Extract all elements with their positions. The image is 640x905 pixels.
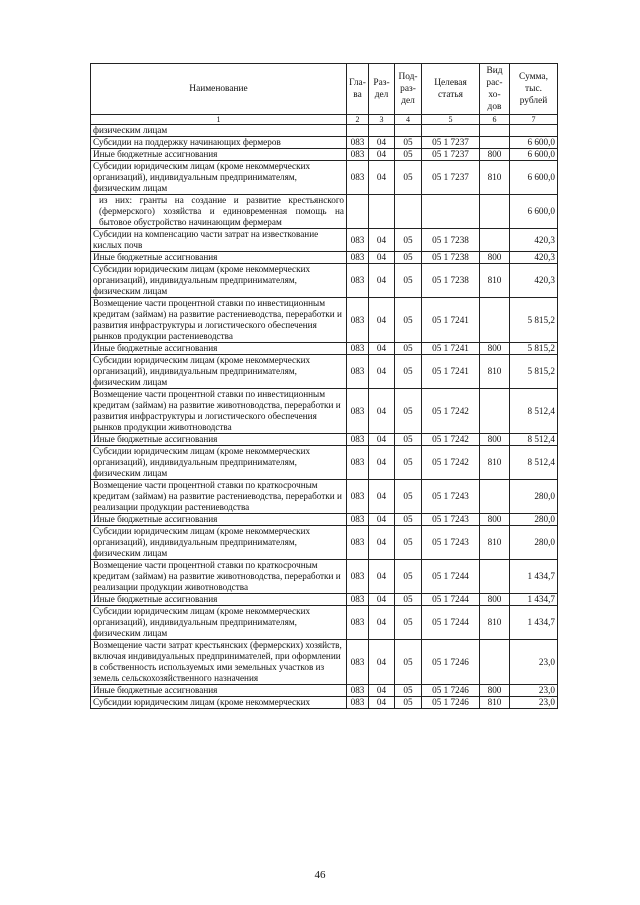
row-section: 04 xyxy=(369,252,395,264)
table-row xyxy=(91,697,558,709)
row-name: Иные бюджетные ассигнования xyxy=(91,514,347,526)
row-expense-type: 810 xyxy=(480,606,510,640)
row-name: Возмещение части процентной ставки по инвестиционным кредитам (займам) на развитие животноводства, переработки и развития инфраструктуры и логистического обеспечения рынков продукции животноводства xyxy=(91,389,347,434)
header-amount: Сумма, тыс. рублей xyxy=(510,64,558,115)
row-subsection: 05 xyxy=(395,389,422,434)
row-section xyxy=(369,195,395,229)
row-target: 05 1 7242 xyxy=(422,446,480,480)
row-amount: 6 600,0 xyxy=(510,149,558,161)
row-name: Субсидии на поддержку начинающих фермеров xyxy=(91,137,347,149)
row-name: Иные бюджетные ассигнования xyxy=(91,252,347,264)
table-row xyxy=(91,514,558,526)
row-target: 05 1 7238 xyxy=(422,264,480,298)
row-subsection: 05 xyxy=(395,229,422,252)
row-target: 05 1 7242 xyxy=(422,389,480,434)
row-amount xyxy=(510,125,558,137)
row-name: Субсидии юридическим лицам (кроме некоммерческих организаций), индивидуальным предпринимателям, физическим лицам xyxy=(91,606,347,640)
row-target: 05 1 7244 xyxy=(422,606,480,640)
row-expense-type: 800 xyxy=(480,149,510,161)
row-target: 05 1 7246 xyxy=(422,685,480,697)
table-row xyxy=(91,526,558,560)
row-target: 05 1 7241 xyxy=(422,343,480,355)
header-chapter: Гла- ва xyxy=(347,64,369,115)
row-chapter: 083 xyxy=(347,298,369,343)
header-target: Целевая статья xyxy=(422,64,480,115)
row-section: 04 xyxy=(369,560,395,594)
table-row xyxy=(91,298,558,343)
row-expense-type: 810 xyxy=(480,526,510,560)
row-chapter: 083 xyxy=(347,434,369,446)
budget-table xyxy=(90,63,558,709)
row-amount: 6 600,0 xyxy=(510,161,558,195)
row-chapter: 083 xyxy=(347,685,369,697)
row-subsection: 05 xyxy=(395,526,422,560)
row-subsection: 05 xyxy=(395,343,422,355)
row-name: Субсидии юридическим лицам (кроме некоммерческих организаций), индивидуальным предпринимателям, физическим лицам xyxy=(91,526,347,560)
table-row xyxy=(91,252,558,264)
row-amount: 23,0 xyxy=(510,697,558,709)
row-amount: 8 512,4 xyxy=(510,446,558,480)
row-expense-type xyxy=(480,137,510,149)
row-name: Субсидии на компенсацию части затрат на известкование кислых почв xyxy=(91,229,347,252)
row-expense-type: 800 xyxy=(480,514,510,526)
row-section: 04 xyxy=(369,355,395,389)
row-name: физическим лицам xyxy=(91,125,347,137)
row-subsection: 05 xyxy=(395,434,422,446)
header-row xyxy=(91,64,558,115)
row-chapter xyxy=(347,125,369,137)
row-expense-type xyxy=(480,389,510,434)
row-expense-type xyxy=(480,195,510,229)
table-row xyxy=(91,606,558,640)
row-amount: 5 815,2 xyxy=(510,298,558,343)
row-amount: 23,0 xyxy=(510,685,558,697)
row-subsection: 05 xyxy=(395,355,422,389)
row-subsection: 05 xyxy=(395,606,422,640)
row-chapter: 083 xyxy=(347,389,369,434)
row-name: Иные бюджетные ассигнования xyxy=(91,594,347,606)
row-amount: 1 434,7 xyxy=(510,560,558,594)
row-chapter: 083 xyxy=(347,252,369,264)
row-section: 04 xyxy=(369,514,395,526)
row-chapter: 083 xyxy=(347,526,369,560)
row-section: 04 xyxy=(369,343,395,355)
row-target: 05 1 7242 xyxy=(422,434,480,446)
row-amount: 280,0 xyxy=(510,480,558,514)
row-subsection: 05 xyxy=(395,697,422,709)
table-row xyxy=(91,434,558,446)
row-expense-type xyxy=(480,125,510,137)
row-section: 04 xyxy=(369,697,395,709)
column-number: 3 xyxy=(369,115,395,125)
page-number: 46 xyxy=(314,869,326,881)
row-chapter: 083 xyxy=(347,606,369,640)
row-name: Иные бюджетные ассигнования xyxy=(91,343,347,355)
column-number: 7 xyxy=(510,115,558,125)
row-subsection: 05 xyxy=(395,446,422,480)
row-section: 04 xyxy=(369,640,395,685)
row-name: Субсидии юридическим лицам (кроме некоммерческих xyxy=(91,697,347,709)
row-name: Возмещение части процентной ставки по краткосрочным кредитам (займам) на развитие животноводства, переработки и реализации продукции животноводства xyxy=(91,560,347,594)
row-target: 05 1 7243 xyxy=(422,526,480,560)
row-expense-type xyxy=(480,560,510,594)
row-chapter: 083 xyxy=(347,149,369,161)
row-amount: 1 434,7 xyxy=(510,594,558,606)
row-subsection: 05 xyxy=(395,149,422,161)
row-target: 05 1 7238 xyxy=(422,229,480,252)
row-name: Возмещение части процентной ставки по краткосрочным кредитам (займам) на развитие растениеводства, переработки и реализации продукции растениеводства xyxy=(91,480,347,514)
row-chapter: 083 xyxy=(347,697,369,709)
row-target: 05 1 7241 xyxy=(422,298,480,343)
row-section: 04 xyxy=(369,229,395,252)
row-section: 04 xyxy=(369,446,395,480)
row-name: Иные бюджетные ассигнования xyxy=(91,434,347,446)
row-expense-type: 810 xyxy=(480,161,510,195)
table-row xyxy=(91,640,558,685)
table-row xyxy=(91,355,558,389)
column-number: 2 xyxy=(347,115,369,125)
row-section: 04 xyxy=(369,264,395,298)
row-expense-type: 810 xyxy=(480,697,510,709)
row-expense-type: 800 xyxy=(480,252,510,264)
table-row xyxy=(91,195,558,229)
table-row xyxy=(91,149,558,161)
row-target: 05 1 7243 xyxy=(422,514,480,526)
column-number: 6 xyxy=(480,115,510,125)
header-subsection: Под- раз- дел xyxy=(395,64,422,115)
row-subsection: 05 xyxy=(395,560,422,594)
row-amount: 5 815,2 xyxy=(510,343,558,355)
row-chapter: 083 xyxy=(347,446,369,480)
header-name: Наименование xyxy=(91,64,347,115)
row-target: 05 1 7244 xyxy=(422,560,480,594)
row-target xyxy=(422,125,480,137)
table-row xyxy=(91,343,558,355)
row-expense-type: 810 xyxy=(480,355,510,389)
row-subsection: 05 xyxy=(395,514,422,526)
row-subsection: 05 xyxy=(395,264,422,298)
row-chapter: 083 xyxy=(347,161,369,195)
column-number: 5 xyxy=(422,115,480,125)
row-subsection xyxy=(395,125,422,137)
table-row xyxy=(91,446,558,480)
row-name: Субсидии юридическим лицам (кроме некоммерческих организаций), индивидуальным предпринимателям, физическим лицам xyxy=(91,264,347,298)
row-expense-type xyxy=(480,640,510,685)
row-section: 04 xyxy=(369,606,395,640)
row-amount: 420,3 xyxy=(510,229,558,252)
row-target: 05 1 7244 xyxy=(422,594,480,606)
table-row xyxy=(91,389,558,434)
row-target: 05 1 7241 xyxy=(422,355,480,389)
row-chapter: 083 xyxy=(347,264,369,298)
table-row xyxy=(91,229,558,252)
row-amount: 420,3 xyxy=(510,252,558,264)
row-amount: 8 512,4 xyxy=(510,434,558,446)
table-row xyxy=(91,125,558,137)
table-row xyxy=(91,685,558,697)
table-row xyxy=(91,264,558,298)
header-expense-type: Вид рас- хо- дов xyxy=(480,64,510,115)
row-name: Возмещение части процентной ставки по инвестиционным кредитам (займам) на развитие растениеводства, переработки и развития инфраструктуры и логистического обеспечения рынков продукции растениеводства xyxy=(91,298,347,343)
row-chapter: 083 xyxy=(347,594,369,606)
row-name: Субсидии юридическим лицам (кроме некоммерческих организаций), индивидуальным предпринимателям, физическим лицам xyxy=(91,355,347,389)
row-target: 05 1 7246 xyxy=(422,640,480,685)
row-amount: 23,0 xyxy=(510,640,558,685)
row-amount: 420,3 xyxy=(510,264,558,298)
row-target: 05 1 7237 xyxy=(422,137,480,149)
row-chapter: 083 xyxy=(347,514,369,526)
row-chapter: 083 xyxy=(347,640,369,685)
row-name: Иные бюджетные ассигнования xyxy=(91,149,347,161)
row-chapter: 083 xyxy=(347,560,369,594)
row-amount: 6 600,0 xyxy=(510,137,558,149)
column-number: 1 xyxy=(91,115,347,125)
row-name: Субсидии юридическим лицам (кроме некоммерческих организаций), индивидуальным предпринимателям, физическим лицам xyxy=(91,161,347,195)
row-name: из них: гранты на создание и развитие крестьянского (фермерского) хозяйства и единовременная помощь на бытовое обустройство начинающим фермерам xyxy=(91,195,347,229)
row-expense-type: 810 xyxy=(480,264,510,298)
row-expense-type: 800 xyxy=(480,434,510,446)
column-number-row xyxy=(91,115,558,125)
row-section xyxy=(369,125,395,137)
row-amount: 280,0 xyxy=(510,514,558,526)
row-target: 05 1 7237 xyxy=(422,161,480,195)
row-name: Возмещение части затрат крестьянских (фермерских) хозяйств, включая индивидуальных предпринимателей, при оформлении в собственность используемых ими земельных участков из земель сельскохозяйственного назначения xyxy=(91,640,347,685)
row-section: 04 xyxy=(369,434,395,446)
row-subsection: 05 xyxy=(395,685,422,697)
row-chapter: 083 xyxy=(347,229,369,252)
row-amount: 6 600,0 xyxy=(510,195,558,229)
row-chapter: 083 xyxy=(347,343,369,355)
row-target: 05 1 7237 xyxy=(422,149,480,161)
row-amount: 8 512,4 xyxy=(510,389,558,434)
row-target: 05 1 7246 xyxy=(422,697,480,709)
row-amount: 1 434,7 xyxy=(510,606,558,640)
table-row xyxy=(91,137,558,149)
row-subsection: 05 xyxy=(395,252,422,264)
table-row xyxy=(91,594,558,606)
row-section: 04 xyxy=(369,149,395,161)
row-amount: 280,0 xyxy=(510,526,558,560)
row-amount: 5 815,2 xyxy=(510,355,558,389)
row-target: 05 1 7243 xyxy=(422,480,480,514)
header-section: Раз- дел xyxy=(369,64,395,115)
row-expense-type: 810 xyxy=(480,446,510,480)
table-row xyxy=(91,480,558,514)
row-section: 04 xyxy=(369,480,395,514)
row-subsection: 05 xyxy=(395,298,422,343)
row-subsection xyxy=(395,195,422,229)
row-target xyxy=(422,195,480,229)
row-section: 04 xyxy=(369,298,395,343)
row-target: 05 1 7238 xyxy=(422,252,480,264)
row-name: Иные бюджетные ассигнования xyxy=(91,685,347,697)
row-chapter: 083 xyxy=(347,480,369,514)
row-section: 04 xyxy=(369,137,395,149)
row-subsection: 05 xyxy=(395,137,422,149)
column-number: 4 xyxy=(395,115,422,125)
row-chapter: 083 xyxy=(347,355,369,389)
table-row xyxy=(91,161,558,195)
row-subsection: 05 xyxy=(395,594,422,606)
row-chapter xyxy=(347,195,369,229)
row-expense-type xyxy=(480,229,510,252)
row-section: 04 xyxy=(369,161,395,195)
row-expense-type: 800 xyxy=(480,685,510,697)
row-section: 04 xyxy=(369,526,395,560)
row-expense-type xyxy=(480,298,510,343)
row-chapter: 083 xyxy=(347,137,369,149)
row-section: 04 xyxy=(369,389,395,434)
row-expense-type: 800 xyxy=(480,343,510,355)
table-row xyxy=(91,560,558,594)
row-subsection: 05 xyxy=(395,161,422,195)
row-expense-type xyxy=(480,480,510,514)
row-expense-type: 800 xyxy=(480,594,510,606)
row-section: 04 xyxy=(369,685,395,697)
row-subsection: 05 xyxy=(395,640,422,685)
row-section: 04 xyxy=(369,594,395,606)
table-body xyxy=(91,125,558,709)
row-name: Субсидии юридическим лицам (кроме некоммерческих организаций), индивидуальным предпринимателям, физическим лицам xyxy=(91,446,347,480)
row-subsection: 05 xyxy=(395,480,422,514)
